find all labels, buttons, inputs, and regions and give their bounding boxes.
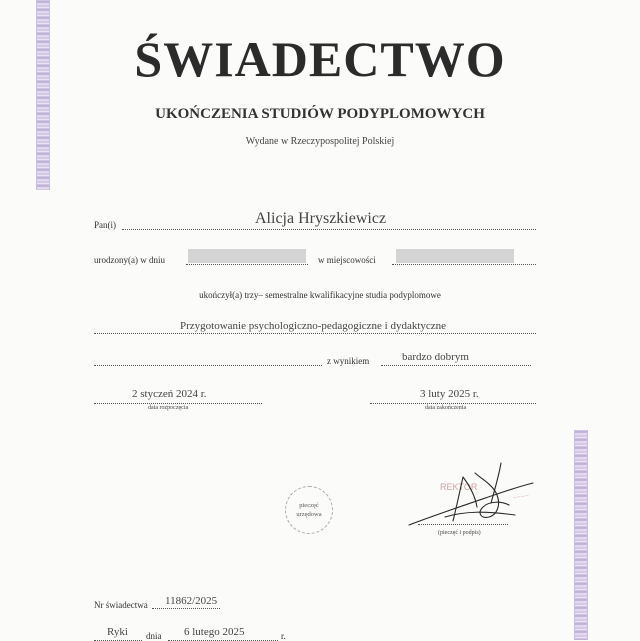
result-leading-dotted-line [94, 365, 322, 366]
certificate-title: ŚWIADECTWO [134, 31, 506, 87]
result-value: bardzo dobrym [402, 351, 469, 363]
start-date-label: data rozpoczęcia [148, 405, 189, 411]
program-value: Przygotowanie psychologiczno-pedagogiczne i dydaktyczne [180, 320, 447, 332]
born-dotted-line [186, 264, 308, 265]
signature-dotted-line [418, 524, 508, 525]
start-date-dotted-line [94, 403, 262, 404]
rector-signature [405, 455, 555, 535]
start-date-value: 2 styczeń 2024 r. [132, 388, 207, 400]
decorative-border-right [574, 430, 588, 640]
rector-stamp: REKTOR [440, 482, 478, 492]
birth-place-redaction [396, 249, 514, 263]
name-dotted-line [122, 229, 536, 230]
program-dotted-line [94, 333, 536, 334]
born-label: urodzony(a) w dniu [94, 255, 165, 265]
day-label: dnia [146, 631, 162, 641]
place-label: w miejscowości [318, 255, 376, 265]
end-date-dotted-line [370, 403, 536, 404]
certificate-number-label: Nr świadectwa [94, 600, 148, 610]
seal-text-line2: urzędowa [296, 511, 322, 518]
certificate-number-value: 11862/2025 [165, 595, 218, 607]
official-seal [285, 486, 333, 534]
result-label: z wynikiem [327, 356, 370, 366]
end-date-label: data zakończenia [425, 405, 467, 411]
issue-date-value: 6 lutego 2025 [184, 626, 245, 638]
issued-in-text: Wydane w Rzeczypospolitej Polskiej [245, 136, 395, 147]
completed-studies-text: ukończył(a) trzy– semestralne kwalifikacyjne studia podyplomowe [199, 290, 441, 300]
seal-text-line1: pieczęć [299, 502, 319, 509]
decorative-border-left [36, 0, 50, 190]
svg-text:~~~~: ~~~~ [512, 492, 530, 502]
place-issued-value: Ryki [107, 626, 128, 638]
name-value: Alicja Hryszkiewicz [255, 210, 387, 227]
certificate-number-dotted-line [152, 608, 220, 609]
birth-date-redaction [188, 249, 306, 263]
name-label: Pan(i) [94, 220, 116, 230]
year-suffix-label: r. [281, 631, 286, 641]
certificate-subtitle: UKOŃCZENIA STUDIÓW PODYPLOMOWYCH [155, 106, 485, 122]
result-dotted-line [381, 365, 531, 366]
end-date-value: 3 luty 2025 r. [420, 388, 479, 400]
place-dotted-line [392, 264, 536, 265]
signature-caption: (pieczęć i podpis) [438, 530, 481, 536]
